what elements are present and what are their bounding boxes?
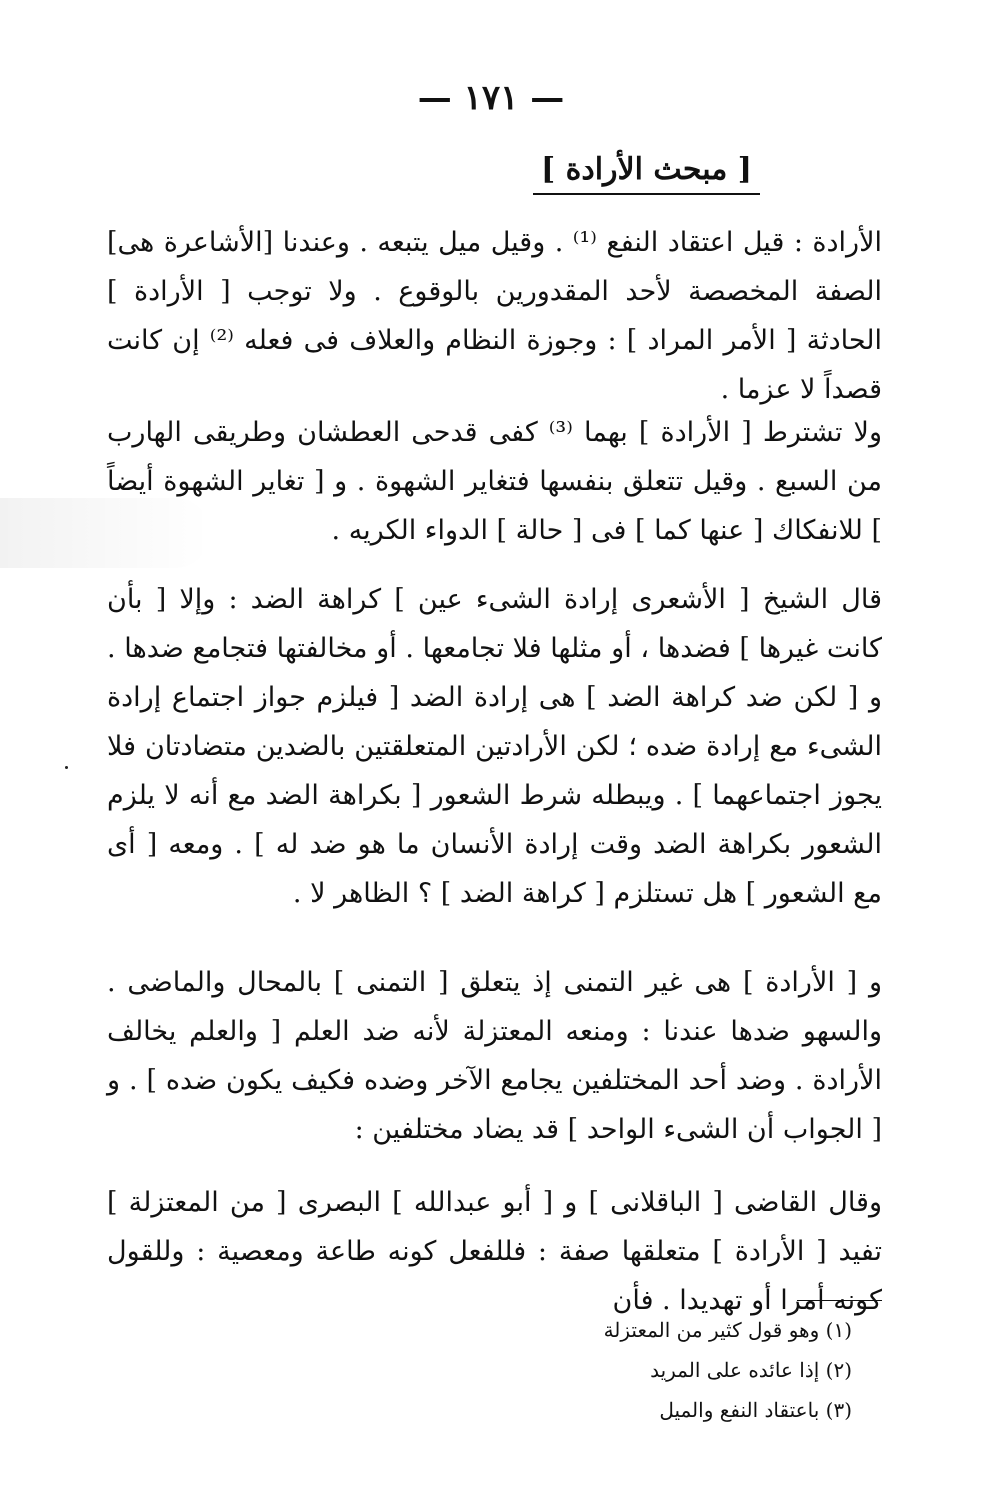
paragraph-4: و [ الأرادة ] هى غير التمنى إذ يتعلق [ التمنى ] بالمحال والماضى . والسهو ضدها عندنا : ومنعه المعتزلة لأنه ضد العلم [ والعلم يخالف الأرادة . وضد أحد المختلفين يجامع الآخر وضده فكيف يكون ضده ] . و [ الجواب أن الشىء الواحد ] قد يضاد مختلفين : bbox=[107, 967, 882, 1145]
paragraph-1: الأرادة : قيل اعتقاد النفع ⁽¹⁾ . وقيل ميل يتبعه . وعندنا [الأشاعرة هى] الصفة المخصصة لأحد المقدورين بالوقوع . ولا توجب [ الأرادة ] الحادثة [ الأمر المراد ] : وجوزة النظام والعلاف فى فعله ⁽²⁾ إن كانت قصداً لا عزما . bbox=[107, 227, 883, 405]
paragraph-5: وقال القاضى [ الباقلانى ] و [ أبو عبدالله ] البصرى [ من المعتزلة ] تفيد [ الأرادة ] متعلقها صفة : فللفعل كونه طاعة ومعصية : وللقول كونه أمرا أو تهديدا . فأن bbox=[107, 1187, 882, 1316]
paragraph-3: قال الشيخ [ الأشعرى إرادة الشىء عين ] كراهة الضد : وإلا [ بأن كانت غيرها ] فضدها ، أو مثلها فلا تجامعها . أو مخالفتها فتجامع ضدها . و [ لكن ضد كراهة الضد ] هى إرادة الضد [ فيلزم جواز اجتماع إرادة الشىء مع إرادة ضده ؛ لكن الأرادتين المتعلقتين بالضدين متضادتان فلا يجوز اجتماعهما ] . ويبطله شرط الشعور [ بكراهة الضد مع أنه لا يلزم الشعور بكراهة الضد وقت إرادة الأنسان ما هو ضد له ] . ومعه [ أى مع الشعور ] هل تستلزم [ كراهة الضد ] ؟ الظاهر لا . bbox=[107, 584, 882, 909]
scan-speck bbox=[65, 766, 68, 769]
page-number: — ١٧١ — bbox=[417, 78, 565, 118]
footnote-1: (١) وهو قول كثير من المعتزلة bbox=[603, 1318, 852, 1342]
footnote-3: (٣) باعتقاد النفع والميل bbox=[659, 1398, 852, 1422]
footnotes bbox=[352, 1310, 852, 1430]
footnote-2: (٢) إذا عائده على المريد bbox=[650, 1358, 852, 1382]
footnote-divider bbox=[797, 1300, 882, 1301]
paragraph-2: ولا تشترط [ الأرادة ] بهما ⁽³⁾ كفى قدحى العطشان وطريقى الهارب من السبع . وقيل تتعلق بنفسها فتغاير الشهوة . و [ تغاير الشهوة أيضاً ] للانفكاك [ عنها كما ] فى [ حالة ] الدواء الكريه . bbox=[107, 417, 882, 546]
section-title: [ مبحث الأرادة ] bbox=[533, 150, 760, 195]
